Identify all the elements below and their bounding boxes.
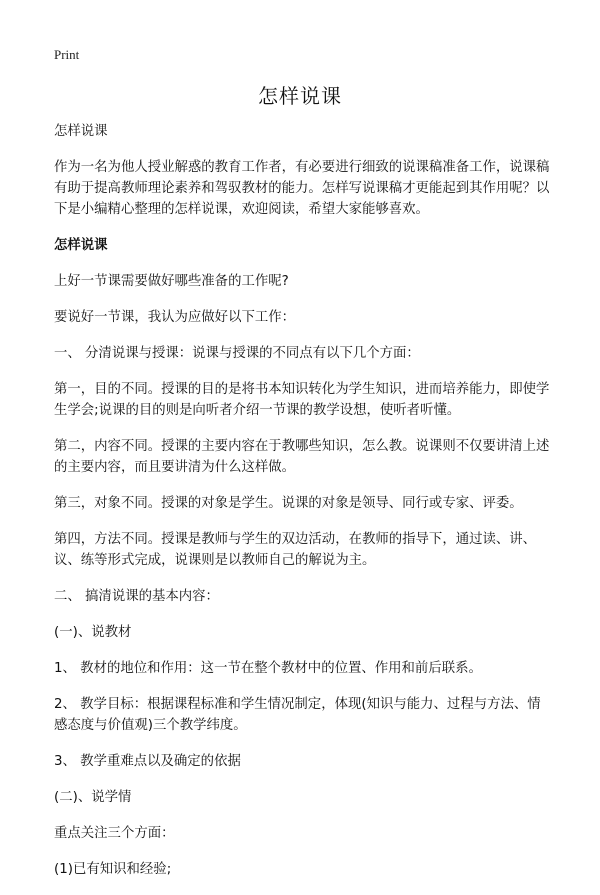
paragraph: 上好一节课需要做好哪些准备的工作呢?	[54, 274, 289, 289]
paragraph: 第二，内容不同。授课的主要内容在于教哪些知识，怎么教。说课则不仅要讲清上述的主要内容，而且要讲清为什么这样做。	[54, 439, 550, 475]
paragraph: 一、 分清说课与授课：说课与授课的不同点有以下几个方面：	[54, 346, 420, 361]
paragraph: 作为一名为他人授业解惑的教育工作者，有必要进行细致的说课稿准备工作，说课稿有助于提高教师理论素养和驾驭教材的能力。怎样写说课稿才更能起到其作用呢？以下是小编精心整理的怎样说课，欢迎阅读，希望大家能够喜欢。	[54, 160, 550, 217]
paragraph: (1)已有知识和经验;	[54, 862, 172, 877]
paragraph: 第四，方法不同。授课是教师与学生的双边活动，在教师的指导下，通过读、讲、议、练等形式完成，说课则是以教师自己的解说为主。	[54, 532, 537, 568]
paragraph: (二)、说学情	[54, 790, 132, 805]
print-link[interactable]: Print	[54, 47, 80, 62]
paragraph: 1、 教材的地位和作用：这一节在整个教材中的位置、作用和前后联系。	[54, 661, 482, 676]
paragraph: 二、 搞清说课的基本内容：	[54, 589, 219, 604]
paragraph: 2、 教学目标：根据课程标准和学生情况制定，体现(知识与能力、过程与方法、情感态度与价值观)三个教学纬度。	[54, 697, 541, 733]
paragraph: 3、 教学重难点以及确定的依据	[54, 754, 241, 769]
paragraph: 第一，目的不同。授课的目的是将书本知识转化为学生知识，进而培养能力，即使学生学会;说课的目的则是向听者介绍一节课的教学设想，使听者听懂。	[54, 382, 550, 418]
document-body	[54, 121, 554, 895]
paragraph: 要说好一节课，我认为应做好以下工作：	[54, 310, 296, 325]
paragraph: 怎样说课	[54, 124, 108, 139]
paragraph: 重点关注三个方面：	[54, 826, 175, 841]
paragraph: 第三，对象不同。授课的对象是学生。说课的对象是领导、同行或专家、评委。	[54, 496, 523, 511]
section-heading: 怎样说课	[54, 238, 108, 253]
document-title: 怎样说课	[258, 84, 342, 108]
paragraph: (一)、说教材	[54, 625, 132, 640]
